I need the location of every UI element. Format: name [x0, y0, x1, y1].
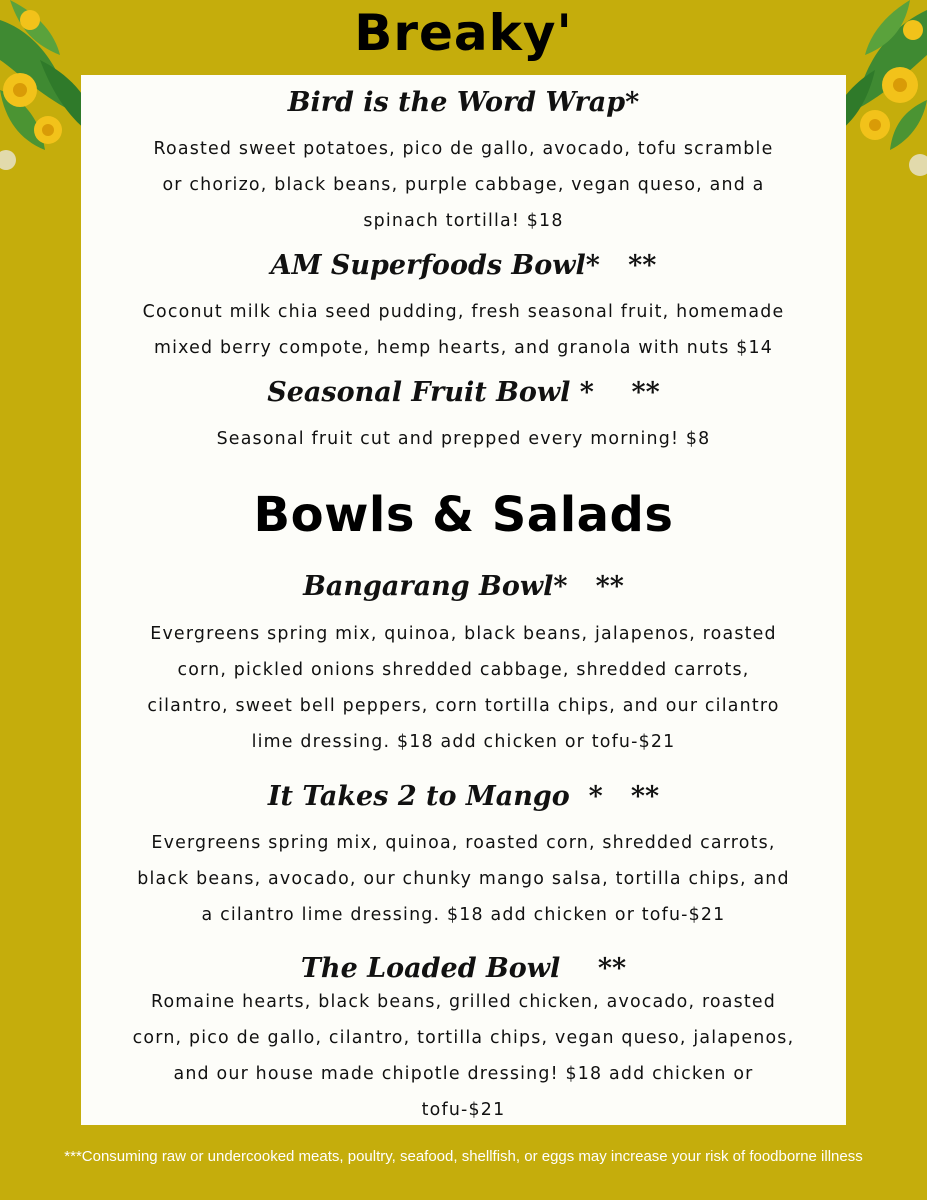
menu-item-title: AM Superfoods Bowl* ** [270, 250, 657, 281]
menu-item-description: Romaine hearts, black beans, grilled chicken, avocado, roasted corn, pico de gallo, cilantro, tortilla chips, vegan queso, jalapenos, and our house made chipotle dressing! $18 add chicken or tofu-$21 [132, 992, 795, 1120]
menu-item-title: Bird is the Word Wrap* [287, 87, 640, 118]
menu-item-title: It Takes 2 to Mango * ** [267, 781, 660, 812]
menu-item-title: The Loaded Bowl ** [300, 953, 627, 984]
food-safety-disclaimer: ***Consuming raw or undercooked meats, poultry, seafood, shellfish, or eggs may increase your risk of foodborne illness [64, 1148, 863, 1165]
bowls-heading: Bowls & Salads [253, 487, 674, 543]
menu-item-description: Evergreens spring mix, quinoa, black beans, jalapenos, roasted corn, pickled onions shredded cabbage, shredded carrots, cilantro, sweet bell peppers, corn tortilla chips, and our cilantro lime dressing. $18 add chicken or tofu-$21 [147, 624, 780, 752]
breakfast-heading: Breaky' [354, 4, 573, 62]
menu-item-description: Seasonal fruit cut and prepped every morning! $8 [216, 429, 711, 449]
menu-item-title: Bangarang Bowl* ** [303, 571, 624, 602]
menu-item-description: Roasted sweet potatoes, pico de gallo, avocado, tofu scramble or chorizo, black beans, purple cabbage, vegan queso, and a spinach tortilla! $18 [153, 139, 774, 231]
menu-item-title: Seasonal Fruit Bowl * ** [267, 377, 660, 408]
menu-item-description: Evergreens spring mix, quinoa, roasted corn, shredded carrots, black beans, avocado, our chunky mango salsa, tortilla chips, and a cilantro lime dressing. $18 add chicken or tofu-$21 [137, 833, 790, 925]
menu-item-description: Coconut milk chia seed pudding, fresh seasonal fruit, homemade mixed berry compote, hemp hearts, and granola with nuts $14 [142, 302, 785, 358]
